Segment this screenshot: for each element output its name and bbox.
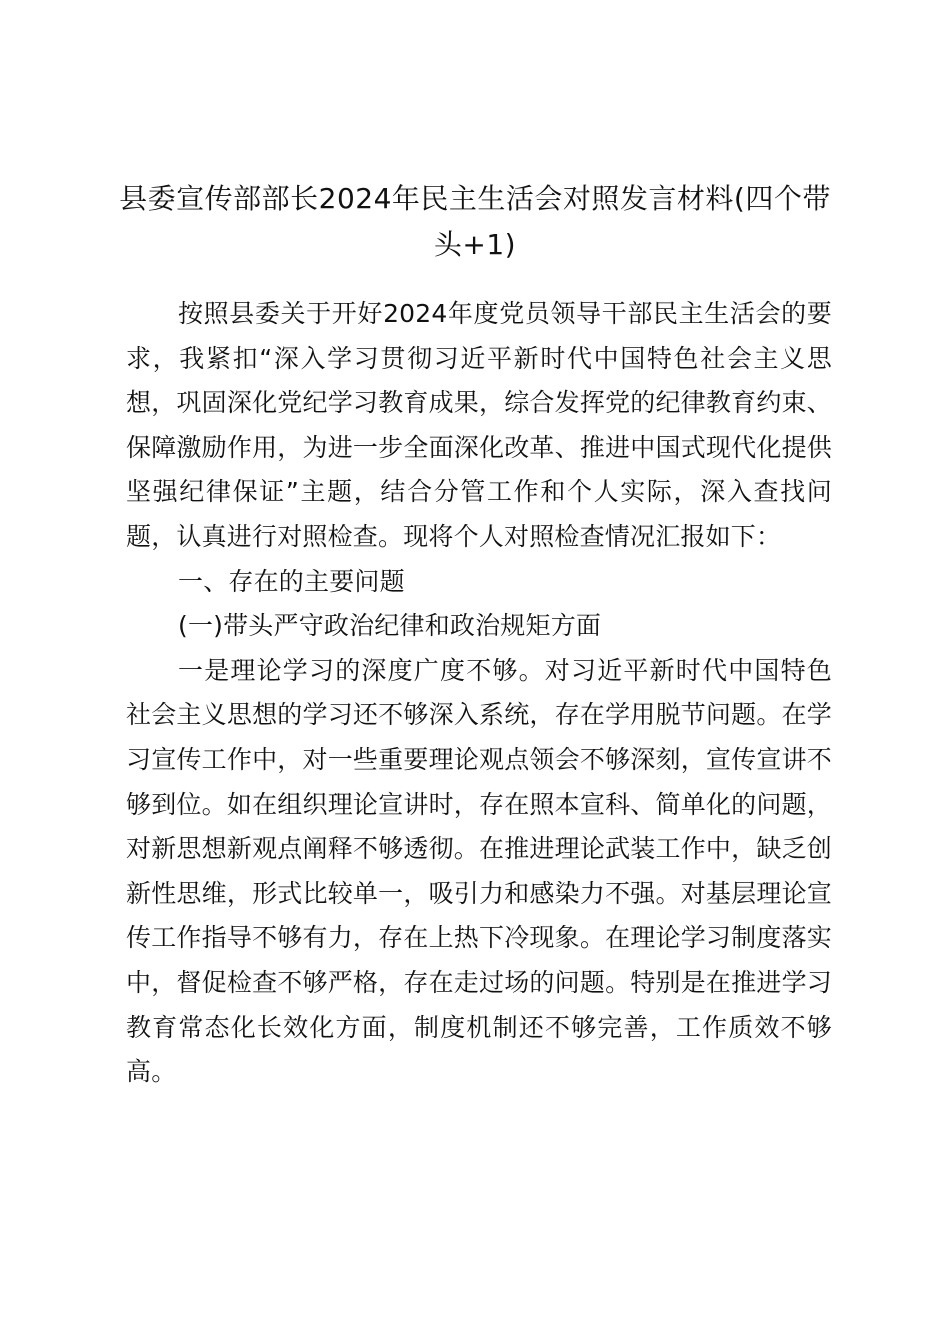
section-heading: 一、存在的主要问题 [178, 566, 405, 596]
intro-paragraph: 按照县委关于开好2024年度党员领导干部民主生活会的要求，我紧扣“深入学习贯彻习近平新时代中国特色社会主义思想，巩固深化党纪学习教育成果，综合发挥党的纪律教育约束、保障激励作用，为进一步全面深化改革、推进中国式现代化提供坚强纪律保证”主题，结合分管工作和个人实际，深入查找问题，认真进行对照检查。现将个人对照检查情况汇报如下： [126, 299, 832, 551]
document-body [126, 292, 832, 1095]
document-title: 县委宣传部部长2024年民主生活会对照发言材料(四个带头+1) [119, 182, 831, 261]
body-paragraph: 一是理论学习的深度广度不够。对习近平新时代中国特色社会主义思想的学习还不够深入系统，存在学用脱节问题。在学习宣传工作中，对一些重要理论观点领会不够深刻，宣传宣讲不够到位。如在组织理论宣讲时，存在照本宣科、简单化的问题，对新思想新观点阐释不够透彻。在推进理论武装工作中，缺乏创新性思维，形式比较单一，吸引力和感染力不强。对基层理论宣传工作指导不够有力，存在上热下冷现象。在理论学习制度落实中，督促检查不够严格，存在走过场的问题。特别是在推进学习教育常态化长效化方面，制度机制还不够完善，工作质效不够高。 [126, 655, 832, 1087]
subsection-heading: (一)带头严守政治纪律和政治规矩方面 [178, 611, 602, 641]
